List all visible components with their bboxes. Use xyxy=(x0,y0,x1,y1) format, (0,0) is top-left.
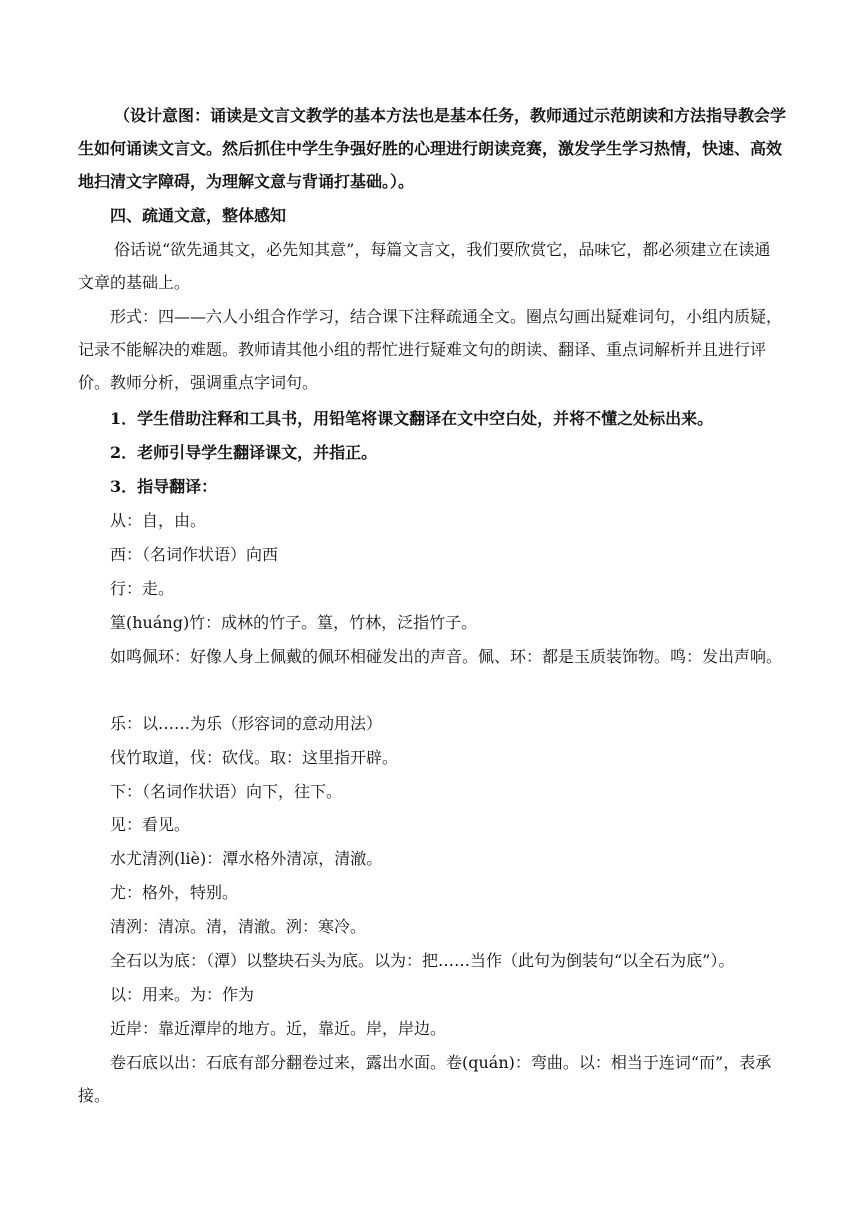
gloss-item: 篁(huáng)竹：成林的竹子。篁，竹林，泛指竹子。 xyxy=(110,613,478,632)
design-intent-paragraph: （设计意图：诵读是文言文教学的基本方法也是基本任务，教师通过示范朗读和方法指导教会学生如何诵读文言文。然后抓住中学生争强好胜的心理进行朗读竞赛，激发学生学习热情，快速、高效地扫清文字障碍，为理解文意与背诵打基础。）。 xyxy=(78,106,787,191)
gloss-item: 行：走。 xyxy=(110,579,175,598)
step-3: 3．指导翻译： xyxy=(110,477,218,496)
intro-paragraph: 俗话说“欲先通其文，必先知其意”，每篇文言文，我们要欣赏它，品味它，都必须建立在读通文章的基础上。 xyxy=(78,240,771,292)
gloss-item: 下：（名词作状语）向下，往下。 xyxy=(110,782,343,801)
step-2: 2．老师引导学生翻译课文，并指正。 xyxy=(110,443,378,462)
gloss-item: 清洌：清凉。清，清澈。洌：寒冷。 xyxy=(110,917,367,936)
gloss-item: 西：（名词作状语）向西 xyxy=(110,545,279,564)
gloss-item: 从：自，由。 xyxy=(110,511,207,530)
form-paragraph: 形式：四——六人小组合作学习，结合课下注释疏通全文。圈点勾画出疑难词句，小组内质疑，记录不能解决的难题。教师请其他小组的帮忙进行疑难文句的朗读、翻译、重点词解析并且进行评价。教师分析，强调重点字词句。 xyxy=(78,307,783,392)
gloss-item: 水尤清洌(liè)：潭水格外清凉，清澈。 xyxy=(110,849,383,868)
gloss-item: 近岸：靠近潭岸的地方。近，靠近。岸，岸边。 xyxy=(110,1019,447,1038)
gloss-item: 尤：格外，特别。 xyxy=(110,883,239,902)
gloss-item: 全石以为底：（潭）以整块石头为底。以为：把……当作（此句为倒装句“以全石为底”）。 xyxy=(110,951,735,970)
gloss-item: 卷石底以出：石底有部分翻卷过来，露出水面。卷(quán)：弯曲。以：相当于连词“而”，表承接。 xyxy=(78,1053,772,1105)
section-heading: 四、疏通文意，整体感知 xyxy=(110,206,287,225)
step-1: 1．学生借助注释和工具书，用铅笔将课文翻译在文中空白处，并将不懂之处标出来。 xyxy=(110,409,714,428)
gloss-item: 以：用来。为：作为 xyxy=(110,985,255,1004)
gloss-item: 乐：以……为乐（形容词的意动用法） xyxy=(110,714,383,733)
gloss-item: 如鸣佩环：好像人身上佩戴的佩环相碰发出的声音。佩、环：都是玉质装饰物。鸣：发出声响。 xyxy=(110,647,783,666)
gloss-item: 伐竹取道，伐：砍伐。取：这里指开辟。 xyxy=(110,748,399,767)
gloss-item: 见：看见。 xyxy=(110,815,191,834)
